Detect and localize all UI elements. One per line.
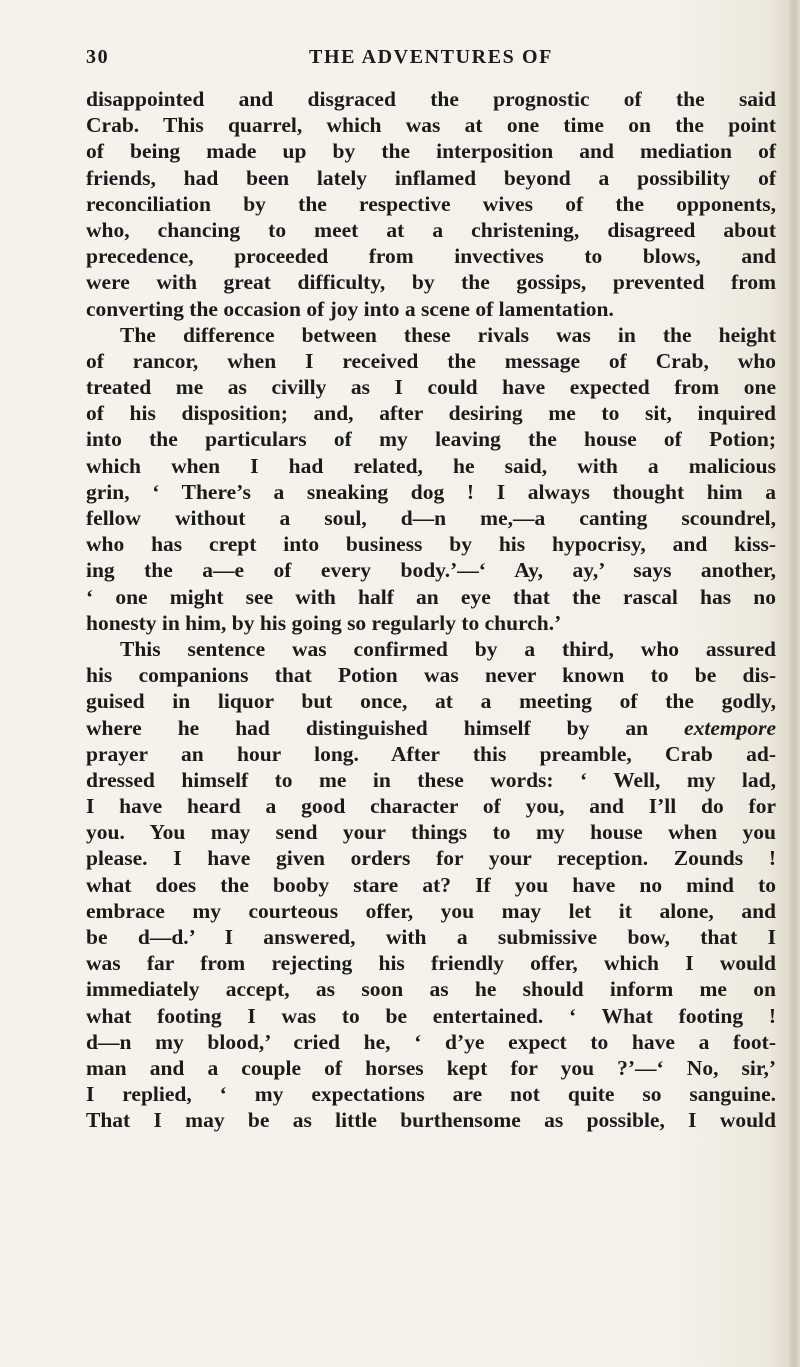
page-header xyxy=(86,46,776,76)
page-edge-shadow xyxy=(786,0,800,1367)
text-line: into the particulars of my leaving the house of Potion; xyxy=(86,427,776,452)
text-line: of his disposition; and, after desiring me to sit, inquired xyxy=(86,401,776,426)
text-line: honesty in him, by his going so regularly to church.’ xyxy=(86,610,562,635)
text-line: please. I have given orders for your reception. Zounds ! xyxy=(86,846,776,871)
running-head: THE ADVENTURES OF xyxy=(309,46,553,68)
text-line: That I may be as little burthensome as possible, I would xyxy=(86,1108,776,1133)
text-line: disappointed and disgraced the prognostic of the said xyxy=(86,87,776,111)
italic-word: extempore xyxy=(684,715,776,740)
text-line: what footing I was to be entertained. ‘ What footing ! xyxy=(86,1003,776,1028)
text-line: man and a couple of horses kept for you ?’—‘ No, sir,’ xyxy=(86,1055,776,1080)
text-line: converting the occasion of joy into a scene of lamentation. xyxy=(86,296,614,321)
text-line: I have heard a good character of you, and I’ll do for xyxy=(86,794,776,819)
text-line: who has crept into business by his hypocrisy, and kiss- xyxy=(86,532,776,557)
text-line: you. You may send your things to my house when you xyxy=(86,820,776,845)
paragraph-first-line: The difference between these rivals was in the height xyxy=(120,322,776,347)
text-line: his companions that Potion was never known to be dis- xyxy=(86,663,776,688)
text-line: of being made up by the interposition and mediation of xyxy=(86,139,776,164)
paragraph-first-line: This sentence was confirmed by a third, who assured xyxy=(120,636,776,661)
text-line: was far from rejecting his friendly offer, which I would xyxy=(86,951,776,976)
text-line: guised in liquor but once, at a meeting of the godly, xyxy=(86,689,776,714)
text-line: reconciliation by the respective wives of the opponents, xyxy=(86,191,776,216)
text-line: who, chancing to meet at a christening, disagreed about xyxy=(86,217,776,242)
text-line: embrace my courteous offer, you may let it alone, and xyxy=(86,898,776,923)
text-line: treated me as civilly as I could have expected from one xyxy=(86,375,776,400)
text-line: d—n my blood,’ cried he, ‘ d’ye expect to have a foot- xyxy=(86,1029,776,1054)
text-line: immediately accept, as soon as he should inform me on xyxy=(86,977,776,1002)
text-line: ‘ one might see with half an eye that the rascal has no xyxy=(86,584,776,609)
text-segment: where he had distinguished himself by an xyxy=(86,715,685,740)
page-number: 30 xyxy=(86,46,110,68)
text-line: I replied, ‘ my expectations are not quite so sanguine. xyxy=(86,1082,776,1107)
text-line: ing the a—e of every body.’—‘ Ay, ay,’ says another, xyxy=(86,558,776,583)
text-line: grin, ‘ There’s a sneaking dog ! I always thought him a xyxy=(86,479,776,504)
text-line: which when I had related, he said, with a malicious xyxy=(86,453,776,478)
text-line: dressed himself to me in these words: ‘ Well, my lad, xyxy=(86,767,776,792)
text-line: precedence, proceeded from invectives to blows, and xyxy=(86,244,776,269)
text-line: friends, had been lately inflamed beyond a possibility of xyxy=(86,165,776,190)
text-line: Crab. This quarrel, which was at one time on the point xyxy=(86,113,776,138)
text-line: what does the booby stare at? If you have no mind to xyxy=(86,872,776,897)
text-line: fellow without a soul, d—n me,—a canting scoundrel, xyxy=(86,506,776,530)
text-line: prayer an hour long. After this preamble, Crab ad- xyxy=(86,741,776,766)
text-line: be d—d.’ I answered, with a submissive bow, that I xyxy=(86,925,776,949)
body-text xyxy=(86,86,776,1134)
text-line: of rancor, when I received the message of Crab, who xyxy=(86,348,776,373)
text-line-with-italic xyxy=(86,715,776,741)
text-line: were with great difficulty, by the gossips, prevented from xyxy=(86,270,776,295)
